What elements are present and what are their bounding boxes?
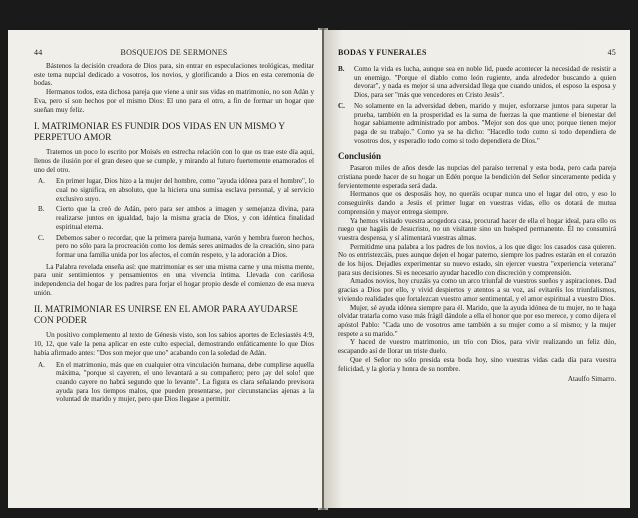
author-signature: Ataulfo Simarro. [567,375,616,384]
list-item [34,234,314,260]
list-text: En primer lugar, Dios hizo a la mujer del hombre, como "ayuda idónea para el hombre", lo cual no significa, en absoluto, que la hiciera una sumisa esclava personal, y al servicio exclusivo suyo. [56,177,314,203]
list-marker: B. [38,205,45,214]
list-marker: B. [338,65,345,73]
list-text: Debemos saber o recordar, que la primera pareja humana, varón y hembra fueron hechos, pero no sólo para la procreación como los demás seres animados de la creación, sino para formar una familia unida por los afectos, el común respeto, y la adoración a Dios. [56,233,314,259]
list-marker: C. [338,101,345,110]
running-head: BODAS Y FUNERALES [338,48,427,57]
conclusion-paragraph: Hermanos que os desposáis hoy, no queráis ocupar nunca uno el lugar del otro, y eso lo conseguiréis dando a Jesús el primer lugar en vuestras vidas, ello os dotará de mutua comprensión y mayor entrega siempre. [338,190,616,216]
left-page [8,30,322,508]
list-marker: A. [38,360,45,369]
list-marker: C. [38,233,45,242]
section-heading-1: I. MATRIMONIAR ES FUNDIR DOS VIDAS EN UN MISMO Y PERPETUO AMOR [34,122,285,143]
continued-list [338,65,616,145]
section-1-list [34,177,314,259]
list-item [338,65,616,100]
list-text: Cierto que la creó de Adán, pero para ser ambos a imagen y semejanza divina, para realizarse juntos en igualdad, bajo la misma gracia de Dios, y con idéntica finalidad espiritual eterna. [56,205,314,231]
list-item [34,177,314,203]
right-page-header [338,48,616,62]
section-closing: La Palabra revelada enseña así: que matrimoniar es ser una misma carne y una misma mente, para unir sentimientos y pensamientos en una vivencia íntima. Llevada con cariñosa independencia del hogar de los padres para forjar el hogar propio desde el comienzo de esa nueva unión. [34,262,314,297]
list-item [34,205,314,231]
list-text: Como la vida es lucha, aunque sea en noble lid, puede acontecer la necesidad de resistir a un enemigo. "Porque el diablo como león rugiente, anda alrededor buscando a quien devorar", y nada es mejor si una adversidad llega que cuando unidos, el esposo la esposa y Dios, para ser "más que vencedores en Cristo Jesús". [354,65,616,100]
list-text: No solamente en la adversidad deben, marido y mujer, esforzarse juntos para superar la prueba, también en la prosperidad es la suma de fuerzas la que mantiene el bienestar del hogar sabiamente administrado por ambos. "Mejor son dos que uno; porque tienen mejor paga de su trabajo." Como ya se ha dicho: "Hacedlo todo como si todo dependiera de vosotros dos, y esperadlo todo como si todo dependiera de Dios." [354,101,616,145]
conclusion-paragraph: Que el Señor no sólo presida esta boda hoy, sino vuestras vidas cada día para vuestra felicidad, y la gloria y honra de su nombre. [338,355,616,373]
section-lead: Tratemos un poco lo escrito por Moisés en estrecha relación con lo que os trae este día aquí, llenos de ilusión por el gran deseo que se cumple, y mirando al futuro fuertemente enamorados el uno del otro. [34,148,314,174]
conclusion-paragraph: Y haced de vuestro matrimonio, un trío con Dios, para vivir realizando un feliz dúo, escapando así de llorar un triste duelo. [338,338,616,356]
list-text: En el matrimonio, más que en cualquier otra vinculación humana, debe cumplirse aquella máxima, "porque si cayeren, el uno levantará a su compañero; pero ¡ay del solo! que cuando cayere no habrá segundo que lo levante". La figura es clara señalando previsora ayuda para los tiempos malos, que pueden presentarse, por circunstancias ajenas a la voluntad de marido y mujer, pero que Dios llegase a permitir. [56,360,314,404]
section-lead: Un positivo complemento al texto de Génesis visto, son los sabios aportes de Eclesiastés 4:9, 10, 12, que vale la pena aplicar en este culto especial, demostrando enfáticamente lo que Dios había afirmado antes: "Dos son mejor que uno" acabando con la soledad de Adán. [34,331,314,357]
running-head: BOSQUEJOS DE SERMONES [120,48,228,57]
conclusion-heading: Conclusión [338,151,382,162]
right-page [324,30,630,508]
list-item [34,361,314,405]
conclusion-paragraph: Amados novios, hoy cruzáis ya como un arco triunfal de vuestros sueños y aspiraciones. Dad gracias a Dios por ello, y vivid despiertos y atentos a su voz, así evitaréis los triunfalismos, viviendo realidades que fortalezcan vuestro amor sentimental, y el amor espiritual a vuestro Dios. [338,277,616,303]
intro-paragraph: Bástenos la decisión creadora de Dios para, sin entrar en especulaciones teológicas, meditar este tema nupcial dedicado a vosotros, los novios, y glorificando a Dios en esta ceremonia de bodas. [34,62,314,88]
left-page-header [34,48,314,62]
conclusion-paragraph: Permitidme una palabra a los padres de los novios, a los que digo: los casados casa quieren. No os entristezcáis, pues aunque dejen el hogar paterno, siempre los padres estarán en el corazón de los hijos. Dejadles experimentar su nuevo estado, sin ejercer vuestra "experiencia veterana" para sus decisiones. Si es necesario ayudar hacedlo con discreción y comprensión. [338,242,616,277]
page-number: 45 [607,48,616,57]
section-2-list [34,361,314,405]
conclusion-paragraph: Pasaron miles de años desde las nupcias del paraíso terrenal y esta boda, pero cada pareja cristiana puede hacer de su hogar un Edén porque la bendición del Señor sinceramente pedida y fervientemente esperada será dada. [338,164,616,190]
list-marker: A. [38,177,45,186]
section-heading-2: II. MATRIMONIAR ES UNIRSE EN EL AMOR PARA AYUDARSE CON PODER [34,305,298,326]
list-item [338,102,616,146]
intro-paragraph: Hermanos todos, esta dichosa pareja que viene a unir sus vidas en matrimonio, no son Adán y Eva, pero sí son hechos por el mismo Dios: El uno para el otro, a fin de formar un hogar que sueñan muy feliz. [34,88,314,114]
page-number: 44 [34,48,43,57]
conclusion-paragraph: Mujer, sé ayuda idónea siempre para él. Marido, que la ayuda idónea de tu mujer, no te haga olvidar tratarla como vaso más frágil dándole a ella el honor que por eso merece, y como dijera el apóstol Pablo: "Cada uno de vosotros ame también a su mujer como a sí mismo; y la mujer respete a su marido." [338,303,616,338]
conclusion-paragraph: Ya hemos visitado vuestra acogedora casa, procurad hacer de ella el hogar ideal, para ello os ruego que hagáis de Jesucristo, no un visitante sino un huésped permanente. Él no consumirá vuestra despensa, y sí alimentará vuestras almas. [338,216,616,242]
